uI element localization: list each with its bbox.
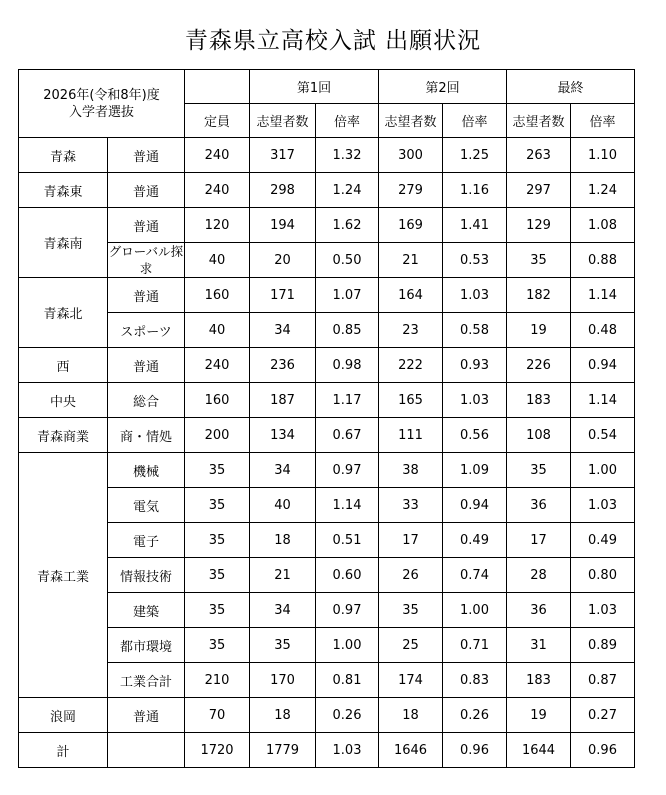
applicants-round1-cell: 35 bbox=[250, 628, 316, 663]
applicants-round2-cell: 174 bbox=[379, 663, 443, 698]
header-applicants-round1: 志望者数 bbox=[250, 104, 316, 138]
capacity-cell: 240 bbox=[185, 173, 250, 208]
ratio-round2-cell: 0.56 bbox=[443, 418, 507, 453]
ratio-round2-cell: 0.83 bbox=[443, 663, 507, 698]
applicants-round2-cell: 164 bbox=[379, 278, 443, 313]
ratio-round1-cell: 0.51 bbox=[316, 523, 379, 558]
capacity-cell: 35 bbox=[185, 523, 250, 558]
ratio-round1-cell: 0.85 bbox=[316, 313, 379, 348]
applicants-final-cell: 129 bbox=[507, 208, 571, 243]
applicants-round1-cell: 20 bbox=[250, 243, 316, 278]
ratio-final-cell: 1.08 bbox=[571, 208, 635, 243]
school-cell: 中央 bbox=[19, 383, 108, 418]
school-cell: 浪岡 bbox=[19, 698, 108, 733]
table-row bbox=[19, 243, 635, 278]
applicants-round1-cell: 187 bbox=[250, 383, 316, 418]
ratio-final-cell: 1.10 bbox=[571, 138, 635, 173]
course-cell: 電子 bbox=[108, 523, 185, 558]
header-final: 最終 bbox=[507, 70, 635, 104]
course-cell: スポーツ bbox=[108, 313, 185, 348]
header-blank-cell bbox=[185, 70, 250, 104]
applicants-final-cell: 19 bbox=[507, 698, 571, 733]
header-ratio-round1: 倍率 bbox=[316, 104, 379, 138]
capacity-cell: 160 bbox=[185, 278, 250, 313]
capacity-cell: 160 bbox=[185, 383, 250, 418]
ratio-round1-cell: 1.03 bbox=[316, 733, 379, 768]
course-cell: 工業合計 bbox=[108, 663, 185, 698]
ratio-round1-cell: 0.67 bbox=[316, 418, 379, 453]
applicants-round1-cell: 21 bbox=[250, 558, 316, 593]
ratio-final-cell: 1.03 bbox=[571, 593, 635, 628]
applicants-final-cell: 183 bbox=[507, 663, 571, 698]
ratio-final-cell: 0.54 bbox=[571, 418, 635, 453]
ratio-round1-cell: 1.07 bbox=[316, 278, 379, 313]
application-status-table bbox=[18, 69, 635, 768]
applicants-final-cell: 28 bbox=[507, 558, 571, 593]
ratio-round1-cell: 0.98 bbox=[316, 348, 379, 383]
ratio-round2-cell: 0.49 bbox=[443, 523, 507, 558]
course-cell: 都市環境 bbox=[108, 628, 185, 663]
applicants-round2-cell: 23 bbox=[379, 313, 443, 348]
applicants-round2-cell: 279 bbox=[379, 173, 443, 208]
ratio-final-cell: 0.89 bbox=[571, 628, 635, 663]
table-row bbox=[19, 523, 635, 558]
ratio-round1-cell: 0.50 bbox=[316, 243, 379, 278]
applicants-round2-cell: 1646 bbox=[379, 733, 443, 768]
applicants-round2-cell: 25 bbox=[379, 628, 443, 663]
applicants-final-cell: 263 bbox=[507, 138, 571, 173]
applicants-round2-cell: 26 bbox=[379, 558, 443, 593]
header-round2: 第2回 bbox=[379, 70, 507, 104]
course-cell: 普通 bbox=[108, 348, 185, 383]
capacity-cell: 240 bbox=[185, 138, 250, 173]
ratio-round1-cell: 1.14 bbox=[316, 488, 379, 523]
applicants-final-cell: 19 bbox=[507, 313, 571, 348]
ratio-round2-cell: 1.03 bbox=[443, 383, 507, 418]
applicants-round1-cell: 34 bbox=[250, 313, 316, 348]
ratio-round1-cell: 0.97 bbox=[316, 453, 379, 488]
applicants-round1-cell: 40 bbox=[250, 488, 316, 523]
ratio-round2-cell: 1.03 bbox=[443, 278, 507, 313]
course-cell: 情報技術 bbox=[108, 558, 185, 593]
applicants-round2-cell: 35 bbox=[379, 593, 443, 628]
ratio-round2-cell: 1.25 bbox=[443, 138, 507, 173]
applicants-final-cell: 35 bbox=[507, 243, 571, 278]
ratio-round2-cell: 1.16 bbox=[443, 173, 507, 208]
ratio-round2-cell: 0.53 bbox=[443, 243, 507, 278]
ratio-round2-cell: 0.93 bbox=[443, 348, 507, 383]
table-row bbox=[19, 138, 635, 173]
ratio-final-cell: 0.94 bbox=[571, 348, 635, 383]
course-cell: 電気 bbox=[108, 488, 185, 523]
applicants-round1-cell: 317 bbox=[250, 138, 316, 173]
school-cell: 青森東 bbox=[19, 173, 108, 208]
capacity-cell: 200 bbox=[185, 418, 250, 453]
capacity-cell: 40 bbox=[185, 313, 250, 348]
table-row bbox=[19, 383, 635, 418]
course-cell: 総合 bbox=[108, 383, 185, 418]
applicants-final-cell: 108 bbox=[507, 418, 571, 453]
table-row bbox=[19, 313, 635, 348]
ratio-final-cell: 1.00 bbox=[571, 453, 635, 488]
table-row bbox=[19, 278, 635, 313]
applicants-final-cell: 183 bbox=[507, 383, 571, 418]
applicants-round2-cell: 165 bbox=[379, 383, 443, 418]
ratio-final-cell: 0.87 bbox=[571, 663, 635, 698]
table-row bbox=[19, 348, 635, 383]
capacity-cell: 35 bbox=[185, 558, 250, 593]
applicants-final-cell: 17 bbox=[507, 523, 571, 558]
table-row bbox=[19, 733, 635, 768]
table-row bbox=[19, 488, 635, 523]
capacity-cell: 35 bbox=[185, 593, 250, 628]
ratio-final-cell: 1.14 bbox=[571, 278, 635, 313]
header-selection-cell bbox=[19, 70, 185, 138]
header-year-label: 2026年(令和8年)度 bbox=[43, 87, 160, 103]
applicants-round1-cell: 298 bbox=[250, 173, 316, 208]
ratio-final-cell: 0.48 bbox=[571, 313, 635, 348]
header-round1: 第1回 bbox=[250, 70, 379, 104]
applicants-round2-cell: 17 bbox=[379, 523, 443, 558]
school-cell: 青森北 bbox=[19, 278, 108, 348]
ratio-round2-cell: 1.41 bbox=[443, 208, 507, 243]
ratio-round2-cell: 0.71 bbox=[443, 628, 507, 663]
ratio-round1-cell: 0.26 bbox=[316, 698, 379, 733]
applicants-final-cell: 36 bbox=[507, 488, 571, 523]
applicants-final-cell: 226 bbox=[507, 348, 571, 383]
capacity-cell: 35 bbox=[185, 453, 250, 488]
course-cell: 普通 bbox=[108, 698, 185, 733]
table-row bbox=[19, 208, 635, 243]
ratio-round2-cell: 0.26 bbox=[443, 698, 507, 733]
applicants-final-cell: 36 bbox=[507, 593, 571, 628]
school-cell: 西 bbox=[19, 348, 108, 383]
header-applicants-final: 志望者数 bbox=[507, 104, 571, 138]
header-row-1 bbox=[19, 70, 635, 104]
table-row bbox=[19, 628, 635, 663]
header-ratio-final: 倍率 bbox=[571, 104, 635, 138]
ratio-round1-cell: 0.60 bbox=[316, 558, 379, 593]
applicants-final-cell: 31 bbox=[507, 628, 571, 663]
applicants-round2-cell: 38 bbox=[379, 453, 443, 488]
course-cell bbox=[108, 733, 185, 768]
applicants-final-cell: 35 bbox=[507, 453, 571, 488]
applicants-round1-cell: 170 bbox=[250, 663, 316, 698]
applicants-round2-cell: 18 bbox=[379, 698, 443, 733]
applicants-round2-cell: 169 bbox=[379, 208, 443, 243]
course-cell: 普通 bbox=[108, 138, 185, 173]
capacity-cell: 70 bbox=[185, 698, 250, 733]
capacity-cell: 210 bbox=[185, 663, 250, 698]
ratio-round2-cell: 0.94 bbox=[443, 488, 507, 523]
ratio-round1-cell: 1.00 bbox=[316, 628, 379, 663]
ratio-round2-cell: 0.58 bbox=[443, 313, 507, 348]
school-cell: 青森工業 bbox=[19, 453, 108, 698]
applicants-round2-cell: 21 bbox=[379, 243, 443, 278]
school-cell: 青森 bbox=[19, 138, 108, 173]
ratio-round1-cell: 1.17 bbox=[316, 383, 379, 418]
ratio-round1-cell: 1.24 bbox=[316, 173, 379, 208]
ratio-round2-cell: 1.00 bbox=[443, 593, 507, 628]
header-capacity: 定員 bbox=[185, 104, 250, 138]
ratio-round2-cell: 1.09 bbox=[443, 453, 507, 488]
capacity-cell: 240 bbox=[185, 348, 250, 383]
capacity-cell: 40 bbox=[185, 243, 250, 278]
table-row bbox=[19, 593, 635, 628]
ratio-final-cell: 0.96 bbox=[571, 733, 635, 768]
course-cell: 普通 bbox=[108, 208, 185, 243]
capacity-cell: 1720 bbox=[185, 733, 250, 768]
applicants-round2-cell: 111 bbox=[379, 418, 443, 453]
applicants-round1-cell: 134 bbox=[250, 418, 316, 453]
table-row bbox=[19, 663, 635, 698]
ratio-final-cell: 0.88 bbox=[571, 243, 635, 278]
table-row bbox=[19, 558, 635, 593]
page-title: 青森県立高校入試 出願状況 bbox=[184, 28, 482, 54]
school-cell: 青森商業 bbox=[19, 418, 108, 453]
course-cell: 商・情処 bbox=[108, 418, 185, 453]
applicants-round1-cell: 171 bbox=[250, 278, 316, 313]
course-cell: 普通 bbox=[108, 278, 185, 313]
ratio-round1-cell: 0.97 bbox=[316, 593, 379, 628]
applicants-round1-cell: 18 bbox=[250, 698, 316, 733]
school-cell: 青森南 bbox=[19, 208, 108, 278]
ratio-final-cell: 1.03 bbox=[571, 488, 635, 523]
capacity-cell: 120 bbox=[185, 208, 250, 243]
table-row bbox=[19, 173, 635, 208]
capacity-cell: 35 bbox=[185, 628, 250, 663]
table-row bbox=[19, 453, 635, 488]
ratio-final-cell: 1.24 bbox=[571, 173, 635, 208]
applicants-round1-cell: 194 bbox=[250, 208, 316, 243]
applicants-final-cell: 297 bbox=[507, 173, 571, 208]
header-applicants-round2: 志望者数 bbox=[379, 104, 443, 138]
capacity-cell: 35 bbox=[185, 488, 250, 523]
ratio-final-cell: 0.27 bbox=[571, 698, 635, 733]
course-cell: 普通 bbox=[108, 173, 185, 208]
applicants-round1-cell: 34 bbox=[250, 453, 316, 488]
applicants-round1-cell: 236 bbox=[250, 348, 316, 383]
table-row bbox=[19, 698, 635, 733]
table-row bbox=[19, 418, 635, 453]
applicants-final-cell: 182 bbox=[507, 278, 571, 313]
course-cell: グローバル探求 bbox=[108, 244, 184, 276]
course-cell: 建築 bbox=[108, 593, 185, 628]
ratio-round1-cell: 0.81 bbox=[316, 663, 379, 698]
ratio-final-cell: 0.80 bbox=[571, 558, 635, 593]
course-cell: 機械 bbox=[108, 453, 185, 488]
ratio-round2-cell: 0.96 bbox=[443, 733, 507, 768]
school-cell: 計 bbox=[19, 733, 108, 768]
ratio-final-cell: 1.14 bbox=[571, 383, 635, 418]
applicants-round1-cell: 34 bbox=[250, 593, 316, 628]
ratio-final-cell: 0.49 bbox=[571, 523, 635, 558]
ratio-round2-cell: 0.74 bbox=[443, 558, 507, 593]
header-category-label: 入学者選抜 bbox=[68, 104, 134, 120]
ratio-round1-cell: 1.62 bbox=[316, 208, 379, 243]
ratio-round1-cell: 1.32 bbox=[316, 138, 379, 173]
applicants-round2-cell: 300 bbox=[379, 138, 443, 173]
applicants-final-cell: 1644 bbox=[507, 733, 571, 768]
applicants-round1-cell: 18 bbox=[250, 523, 316, 558]
applicants-round2-cell: 33 bbox=[379, 488, 443, 523]
header-ratio-round2: 倍率 bbox=[443, 104, 507, 138]
applicants-round1-cell: 1779 bbox=[250, 733, 316, 768]
applicants-round2-cell: 222 bbox=[379, 348, 443, 383]
